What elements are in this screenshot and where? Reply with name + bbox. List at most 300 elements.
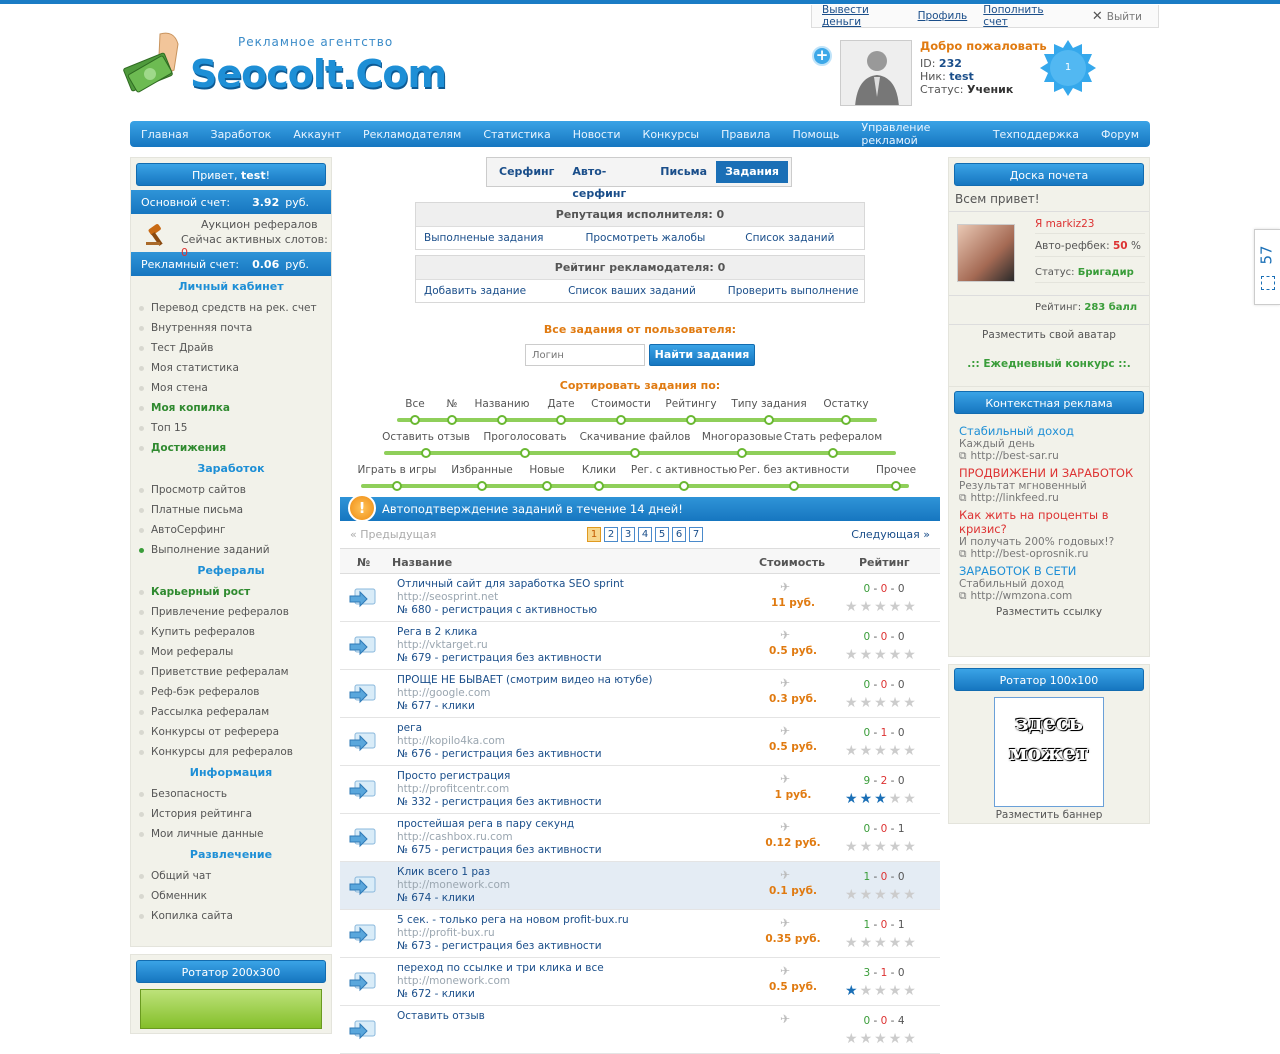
person-silhouette-icon — [841, 41, 912, 106]
pin-icon[interactable]: ✈ — [780, 916, 791, 930]
task-url[interactable]: http://cashbox.ru.com — [397, 831, 513, 843]
sort-dot[interactable] — [686, 415, 696, 425]
sort-option[interactable]: Рейтингу — [665, 398, 717, 410]
user-status: Ученик — [967, 83, 1014, 96]
nav-item[interactable]: Правила — [721, 127, 771, 141]
task-url[interactable]: http://vktarget.ru — [397, 639, 488, 651]
pin-icon[interactable]: ✈ — [780, 820, 791, 834]
site-logo[interactable]: Seocolt.Com — [190, 52, 447, 96]
sort-dot[interactable] — [542, 481, 552, 491]
task-url[interactable]: http://kopilo4ka.com — [397, 735, 505, 747]
table-row[interactable] — [340, 574, 940, 622]
sort-dot[interactable] — [477, 481, 487, 491]
star-empty-icon: ★ — [888, 695, 904, 711]
view-complaints-link[interactable]: Просмотреть жалобы — [585, 232, 706, 244]
place-avatar-link[interactable]: Разместить свой аватар — [949, 324, 1149, 341]
rotator-banner[interactable] — [140, 989, 322, 1029]
menu-item[interactable]: Перевод средств на рек. счет — [131, 298, 331, 318]
rating-negative: 0 — [880, 631, 888, 643]
sort-dot[interactable] — [410, 415, 420, 425]
top-links — [811, 5, 1159, 28]
place-link-link[interactable]: Разместить ссылку — [995, 606, 1103, 618]
page-number[interactable]: 3 — [621, 527, 635, 542]
gavel-icon — [145, 222, 171, 246]
col-num[interactable]: № — [357, 556, 371, 569]
main-account-row[interactable] — [131, 190, 331, 214]
tab[interactable]: Серфинг — [499, 165, 555, 178]
sort-option[interactable]: Остатку — [823, 398, 869, 410]
sort-dot[interactable] — [630, 448, 640, 458]
pin-icon[interactable]: ✈ — [780, 676, 791, 690]
honor-status-line — [1035, 267, 1145, 283]
sort-dot[interactable] — [497, 415, 507, 425]
sort-option[interactable]: Прочее — [875, 464, 917, 476]
rating-negative: 0 — [880, 1015, 888, 1027]
table-row[interactable] — [340, 958, 940, 1006]
withdraw-link[interactable]: Вывести деньги — [822, 4, 869, 28]
task-title[interactable]: Рега в 2 клика — [397, 626, 478, 638]
nav-item[interactable]: Статистика — [483, 127, 551, 141]
task-rating-counts: 3 - 1 - 0 — [863, 967, 905, 979]
ad-title[interactable]: Стабильный доход — [959, 424, 1074, 438]
task-rating-counts: 0 - 0 - 1 — [863, 823, 905, 835]
menu-item[interactable]: Выполнение заданий — [131, 540, 331, 560]
table-row[interactable] — [340, 814, 940, 862]
star-empty-icon: ★ — [903, 695, 918, 711]
left-menu — [131, 276, 331, 926]
task-url[interactable]: http://monework.com — [397, 879, 511, 891]
table-row[interactable] — [340, 910, 940, 958]
profile-link[interactable]: Профиль — [917, 10, 968, 22]
menu-item[interactable]: Мои личные данные — [131, 824, 331, 844]
task-price: 0.5 руб. — [769, 981, 817, 993]
sort-dot[interactable] — [679, 481, 689, 491]
sort-dot[interactable] — [764, 415, 774, 425]
rating-complaints: 0 — [897, 967, 905, 979]
menu-item[interactable]: Копилка сайта — [131, 906, 331, 926]
task-price: 0.5 руб. — [769, 645, 817, 657]
nav-item[interactable]: Помощь — [792, 127, 840, 141]
sort-dot[interactable] — [556, 415, 566, 425]
star-empty-icon: ★ — [845, 647, 860, 663]
sort-line-2 — [384, 431, 896, 461]
rating-stars — [845, 983, 918, 999]
menu-item[interactable]: Привлечение рефералов — [131, 602, 331, 622]
star-filled-icon: ★ — [874, 791, 889, 807]
menu-item[interactable]: Безопасность — [131, 784, 331, 804]
star-empty-icon: ★ — [903, 647, 918, 663]
auction-block[interactable] — [131, 214, 331, 259]
task-title[interactable]: простейшая рега в пару секунд — [397, 818, 575, 830]
ad-title[interactable]: Как жить на проценты в кризис? — [959, 508, 1109, 536]
menu-item[interactable]: Обменник — [131, 886, 331, 906]
tasks-table-header — [340, 548, 940, 574]
sort-option[interactable]: Клики — [581, 464, 617, 476]
external-link-icon: ⧉ — [959, 590, 967, 602]
task-url[interactable]: http://profitcentr.com — [397, 783, 510, 795]
sort-dot[interactable] — [841, 415, 851, 425]
nav-item[interactable]: Аккаунт — [293, 127, 341, 141]
menu-item[interactable]: Конкурсы для рефералов — [131, 742, 331, 762]
menu-section-title: Заработок — [197, 462, 265, 475]
menu-item[interactable]: Общий чат — [131, 866, 331, 886]
star-empty-icon: ★ — [874, 1031, 889, 1047]
sort-option[interactable]: Оставить отзыв — [382, 431, 470, 443]
sort-line-3 — [357, 464, 917, 494]
col-cost[interactable]: Стоимость — [759, 556, 826, 569]
ad-url[interactable]: http://wmzona.com — [970, 590, 1073, 602]
daily-contest-link[interactable]: .:: Ежедневный конкурс ::. — [967, 358, 1131, 370]
star-empty-icon: ★ — [888, 743, 904, 759]
task-number: № 672 - клики — [397, 988, 475, 1000]
sort-option[interactable]: Названию — [474, 398, 530, 410]
star-empty-icon: ★ — [888, 1031, 904, 1047]
nick-label: Ник: — [920, 70, 946, 83]
autoref-line — [1035, 240, 1145, 257]
level-badge — [1040, 40, 1096, 96]
task-arrow-icon — [349, 586, 377, 610]
star-empty-icon: ★ — [903, 791, 918, 807]
task-title[interactable]: Просто регистрация — [397, 770, 511, 782]
rating-positive: 0 — [863, 823, 871, 835]
money-hand-logo-icon — [120, 30, 198, 100]
sort-option[interactable]: Все — [405, 398, 425, 410]
task-url[interactable]: http://profit-bux.ru — [397, 927, 495, 939]
slogan: Рекламное агентство — [238, 35, 394, 49]
nav-item[interactable]: Рекламодателям — [363, 127, 462, 141]
menu-item[interactable]: Мои рефералы — [131, 642, 331, 662]
ad-desc: Результат мгновенный — [959, 480, 1087, 492]
sort-dot[interactable] — [616, 415, 626, 425]
find-tasks-button[interactable]: Найти задания — [649, 344, 755, 366]
sort-dot[interactable] — [828, 448, 838, 458]
pin-icon[interactable]: ✈ — [780, 580, 791, 594]
main-account-value: 3.92 — [252, 195, 280, 209]
sort-option[interactable]: Дате — [547, 398, 575, 410]
sort-option[interactable]: Проголосовать — [483, 431, 567, 443]
sort-option[interactable]: Новые — [529, 464, 565, 476]
ad-title[interactable]: ПРОДВИЖЕНИ И ЗАРАБОТОК — [959, 466, 1134, 480]
sort-option[interactable]: Многоразовые — [701, 431, 783, 443]
task-title[interactable]: переход по ссылке и три клика и все — [397, 962, 604, 974]
topup-link[interactable]: Пополнить счет — [983, 4, 1044, 28]
menu-item[interactable]: Моя стена — [131, 378, 331, 398]
pin-icon[interactable]: ✈ — [780, 964, 791, 978]
sort-line-1 — [397, 398, 877, 428]
sort-option[interactable]: Типу задания — [731, 398, 807, 410]
page-number[interactable]: 5 — [655, 527, 669, 542]
place-banner-link[interactable]: Разместить баннер — [995, 809, 1103, 821]
status-label: Статус: — [920, 83, 964, 96]
ad-desc: Каждый день — [959, 438, 1035, 450]
user-avatar[interactable] — [840, 40, 912, 106]
ads-list — [949, 424, 1149, 603]
rating-negative: 0 — [880, 823, 888, 835]
menu-item[interactable]: Моя статистика — [131, 358, 331, 378]
star-empty-icon: ★ — [888, 647, 904, 663]
honor-board — [948, 157, 1150, 387]
honor-avatar[interactable] — [957, 224, 1015, 282]
nav-item[interactable]: Главная — [141, 127, 189, 141]
banner-line-2: может — [1009, 740, 1089, 765]
next-page-link[interactable]: Следующая » — [851, 528, 930, 541]
tab[interactable]: Письма — [660, 165, 708, 178]
rating-stars — [845, 839, 918, 855]
ad-item — [959, 466, 1149, 505]
menu-item[interactable]: АвтоСерфинг — [131, 520, 331, 540]
task-url[interactable]: http://seosprint.net — [397, 591, 499, 603]
honor-rating-label: Рейтинг: — [1035, 302, 1082, 313]
menu-item[interactable]: Платные письма — [131, 500, 331, 520]
user-id: 232 — [938, 57, 962, 70]
menu-item[interactable]: Купить рефералов — [131, 622, 331, 642]
task-arrow-icon — [349, 874, 377, 898]
rating-complaints: 0 — [897, 583, 905, 595]
menu-item[interactable]: Моя копилка — [131, 398, 331, 418]
menu-item[interactable]: Реф-бэк рефералов — [131, 682, 331, 702]
sort-option[interactable]: Скачивание файлов — [579, 431, 691, 443]
star-empty-icon: ★ — [903, 743, 918, 759]
nav-item[interactable]: Новости — [572, 127, 621, 141]
reputation-title: Репутация исполнителя: 0 — [416, 203, 864, 227]
rating-stars — [845, 647, 918, 663]
main-nav — [130, 121, 1150, 147]
star-empty-icon: ★ — [859, 1031, 875, 1047]
ad-item — [959, 424, 1149, 463]
menu-item[interactable]: Конкурсы от реферера — [131, 722, 331, 742]
menu-item[interactable]: Достижения — [131, 438, 331, 458]
task-url[interactable]: http://google.com — [397, 687, 491, 699]
task-number: № 673 - регистрация без активности — [397, 940, 602, 952]
task-rating-counts: 1 - 0 - 0 — [863, 871, 905, 883]
star-empty-icon: ★ — [903, 839, 918, 855]
task-rating-counts: 0 - 0 - 4 — [863, 1015, 905, 1027]
task-rating-counts: 9 - 2 - 0 — [863, 775, 905, 787]
nav-item[interactable]: Конкурсы — [642, 127, 700, 141]
rating-positive: 1 — [863, 919, 871, 931]
menu-item[interactable]: История рейтинга — [131, 804, 331, 824]
star-filled-icon: ★ — [845, 983, 860, 999]
honor-status-label: Статус: — [1035, 267, 1075, 278]
table-row[interactable] — [340, 766, 940, 814]
sort-option[interactable]: Рег. с активностью — [630, 464, 738, 476]
menu-item[interactable]: Приветствие рефералам — [131, 662, 331, 682]
nav-item[interactable]: Заработок — [210, 127, 272, 141]
side-widget[interactable] — [1254, 229, 1280, 305]
page-number[interactable]: 2 — [604, 527, 618, 542]
task-title[interactable]: Отличный сайт для заработка SEO sprint — [397, 578, 624, 590]
task-rating-counts: 0 - 0 - 0 — [863, 583, 905, 595]
star-empty-icon: ★ — [845, 1031, 860, 1047]
banner-placeholder[interactable] — [994, 697, 1104, 807]
ctx-title: Контекстная реклама — [954, 391, 1144, 414]
task-number: № 332 - регистрация без активности — [397, 796, 602, 808]
sort-option[interactable]: № — [446, 398, 458, 410]
table-row[interactable] — [340, 670, 940, 718]
menu-item[interactable]: Тест Драйв — [131, 338, 331, 358]
star-filled-icon: ★ — [859, 791, 875, 807]
star-empty-icon: ★ — [888, 887, 904, 903]
rating-complaints: 0 — [897, 727, 905, 739]
menu-item[interactable]: Просмотр сайтов — [131, 480, 331, 500]
star-empty-icon: ★ — [903, 935, 918, 951]
hello-user: test — [241, 169, 266, 182]
task-arrow-icon — [349, 1018, 377, 1042]
table-row[interactable] — [340, 862, 940, 910]
star-empty-icon: ★ — [859, 839, 875, 855]
page-numbers — [587, 527, 706, 542]
page-number[interactable]: 7 — [689, 527, 703, 542]
prev-page-link[interactable]: « Предыдущая — [350, 528, 437, 541]
star-empty-icon: ★ — [903, 887, 918, 903]
ad-url-line — [959, 548, 1149, 561]
context-ads-panel — [948, 386, 1150, 657]
rating-positive: 0 — [863, 583, 871, 595]
your-tasks-link[interactable]: Список ваших заданий — [568, 285, 696, 297]
star-empty-icon: ★ — [845, 695, 860, 711]
pin-icon[interactable]: ✈ — [780, 724, 791, 738]
honor-user[interactable]: Я markiz23 — [1035, 215, 1145, 234]
sort-option[interactable]: Рег. без активности — [738, 464, 850, 476]
table-row[interactable] — [340, 622, 940, 670]
ad-item — [959, 508, 1149, 561]
task-price: 11 руб. — [771, 597, 815, 609]
rotator-200-panel — [130, 954, 332, 1034]
nav-item[interactable]: Форум — [1101, 127, 1139, 141]
star-empty-icon: ★ — [874, 983, 889, 999]
pin-icon[interactable]: ✈ — [780, 628, 791, 642]
rating-stars — [845, 935, 918, 951]
ad-title[interactable]: ЗАРАБОТОК В СЕТИ — [959, 564, 1077, 578]
sort-dot[interactable] — [447, 415, 457, 425]
tab[interactable]: Авто-серфинг — [572, 165, 627, 200]
task-title[interactable]: Оставить отзыв — [397, 1010, 485, 1022]
menu-item[interactable]: Рассылка рефералам — [131, 702, 331, 722]
sort-dot[interactable] — [737, 448, 747, 458]
task-price: 0.35 руб. — [765, 933, 821, 945]
star-empty-icon: ★ — [859, 935, 875, 951]
task-list-link[interactable]: Список заданий — [745, 232, 835, 244]
sort-dot[interactable] — [789, 481, 799, 491]
external-link-icon: ⧉ — [959, 450, 967, 462]
rating-stars — [845, 887, 918, 903]
pagination — [340, 523, 940, 545]
add-icon[interactable]: + — [812, 46, 832, 66]
sort-dot[interactable] — [421, 448, 431, 458]
hello-bar: Привет, test! — [136, 163, 326, 186]
task-url[interactable]: http://monework.com — [397, 975, 511, 987]
tab[interactable]: Задания — [716, 161, 788, 183]
rating-positive: 9 — [863, 775, 871, 787]
pin-icon[interactable]: ✈ — [780, 868, 791, 882]
star-empty-icon: ★ — [874, 743, 889, 759]
task-arrow-icon — [349, 922, 377, 946]
login-input[interactable] — [525, 344, 645, 366]
star-empty-icon: ★ — [888, 839, 904, 855]
task-title[interactable]: ПРОЩЕ НЕ БЫВАЕТ (смотрим видео на ютубе) — [397, 674, 653, 686]
rotator-200-title: Ротатор 200x300 — [136, 960, 326, 983]
ad-url[interactable]: http://best-sar.ru — [970, 450, 1059, 462]
logout-button[interactable] — [1092, 9, 1142, 24]
rotator-100-panel — [948, 664, 1150, 824]
sort-dot[interactable] — [594, 481, 604, 491]
hello-text: Привет, — [191, 169, 238, 182]
task-number: № 677 - клики — [397, 700, 475, 712]
sort-option[interactable]: Стать рефералом — [783, 431, 883, 443]
task-number: № 676 - регистрация без активности — [397, 748, 602, 760]
sort-option[interactable]: Стоимости — [591, 398, 651, 410]
advertiser-box — [415, 255, 865, 303]
rating-positive: 1 — [863, 871, 871, 883]
sort-option[interactable]: Играть в игры — [357, 464, 437, 476]
ad-url[interactable]: http://linkfeed.ru — [970, 492, 1059, 504]
rating-negative: 1 — [880, 727, 888, 739]
currency-label: руб. — [285, 195, 309, 209]
ad-url[interactable]: http://best-oprosnik.ru — [970, 548, 1089, 560]
star-empty-icon: ★ — [859, 887, 875, 903]
page-number[interactable]: 4 — [638, 527, 652, 542]
pin-icon[interactable]: ✈ — [780, 1012, 791, 1026]
nav-item[interactable]: Техподдержка — [992, 127, 1079, 141]
task-rating-counts: 0 - 1 - 0 — [863, 727, 905, 739]
sort-dot[interactable] — [891, 481, 901, 491]
page-number[interactable]: 1 — [587, 527, 601, 542]
check-completion-link[interactable]: Проверить выполнение — [727, 285, 859, 297]
menu-item[interactable]: Внутренняя почта — [131, 318, 331, 338]
table-row[interactable] — [340, 718, 940, 766]
honor-status-value: Бригадир — [1077, 267, 1134, 278]
auto-confirm-bar — [340, 497, 940, 521]
logout-label: Выйти — [1106, 10, 1142, 23]
task-title[interactable]: рега — [397, 722, 423, 734]
star-empty-icon: ★ — [859, 695, 875, 711]
task-rating-counts: 0 - 0 - 0 — [863, 631, 905, 643]
add-task-link[interactable]: Добавить задание — [424, 285, 527, 297]
completed-tasks-link[interactable]: Выполненые задания — [424, 232, 544, 244]
ad-url-line — [959, 450, 1149, 463]
currency-label: руб. — [285, 257, 309, 271]
user-nick-line — [920, 70, 1047, 83]
task-title[interactable]: Клик всего 1 раз — [397, 866, 491, 878]
user-nick: test — [949, 70, 974, 83]
sort-dot[interactable] — [520, 448, 530, 458]
left-sidebar — [130, 157, 332, 947]
id-label: ID: — [920, 57, 936, 70]
star-empty-icon: ★ — [888, 599, 904, 615]
menu-item[interactable]: Топ 15 — [131, 418, 331, 438]
user-status-line — [920, 83, 1047, 96]
external-link-icon: ⧉ — [959, 492, 967, 504]
pin-icon[interactable]: ✈ — [780, 772, 791, 786]
info-icon: ! — [348, 494, 376, 522]
task-arrow-icon — [349, 778, 377, 802]
task-arrow-icon — [349, 682, 377, 706]
task-arrow-icon — [349, 970, 377, 994]
col-name[interactable]: Название — [392, 556, 453, 569]
rating-positive: 0 — [863, 727, 871, 739]
task-rating-counts: 0 - 0 - 0 — [863, 679, 905, 691]
sort-dot[interactable] — [392, 481, 402, 491]
menu-item[interactable]: Карьерный рост — [131, 582, 331, 602]
rating-complaints: 0 — [897, 775, 905, 787]
page-number[interactable]: 6 — [672, 527, 686, 542]
table-row[interactable] — [340, 1006, 940, 1054]
sort-option[interactable]: Избранные — [451, 464, 513, 476]
task-title[interactable]: 5 сек. - только рега на новом profit-bux.ru — [397, 914, 629, 926]
nav-item[interactable]: Управление рекламой — [861, 121, 931, 147]
ad-account-value: 0.06 — [252, 257, 280, 271]
col-rating[interactable]: Рейтинг — [859, 556, 910, 569]
